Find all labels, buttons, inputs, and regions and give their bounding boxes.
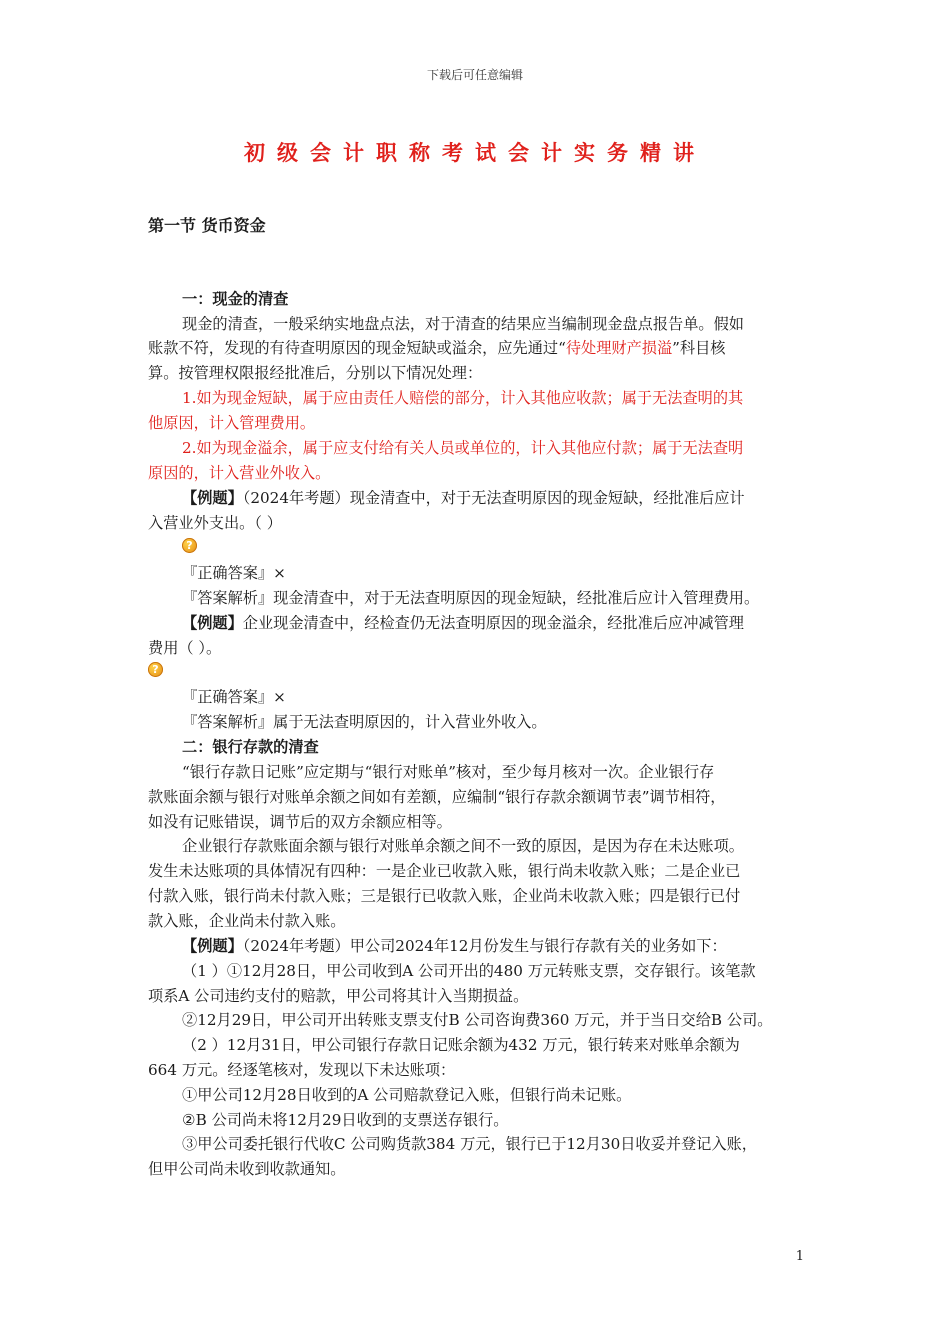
text-run: （2024年考题）现金清查中，对于无法查明原因的现金短缺，经批准后应计 [242,489,745,507]
header-note: 下载后可任意编辑 [426,68,523,82]
question-icon[interactable]: ? [148,662,163,677]
section-title: 第一节 货币资金 [148,216,266,235]
paragraph-line [148,338,725,358]
example-detail-line: （2 ）12月31日，甲公司银行存款日记账余额为432 万元，银行转来对账单余额为 [182,1036,740,1054]
paragraph-line: 算。按管理权限报经批准后，分别以下情况处理： [148,364,483,382]
text-run: 企业现金清查中，经检查仍无法查明原因的现金溢余，经批准后应冲减管理 [242,614,744,632]
example-detail-line: ①甲公司12月28日收到的A 公司赔款登记入账，但银行尚未记账。 [182,1086,632,1104]
rule-surplus-line: 原因的，计入营业外收入。 [148,464,331,482]
paragraph-line: 企业银行存款账面余额与银行对账单余额之间不一致的原因，是因为存在未达账项。 [182,837,744,855]
text-run: 账款不符，发现的有待查明原因的现金短缺或溢余，应先通过“ [148,339,566,357]
example-tag: 【例题】 [182,489,243,507]
correct-answer: 『正确答案』× [182,688,286,706]
paragraph-line: 款账面余额与银行对账单余额之间如有差额，应编制“银行存款余额调节表”调节相符， [148,788,726,806]
page-number: 1 [795,1249,804,1264]
example-detail-line: 但甲公司尚未收到收款通知。 [148,1160,346,1178]
example-detail-line: （1 ）①12月28日，甲公司收到A 公司开出的480 万元转账支票，交存银行。该笔款 [182,962,756,980]
example-question-line: 入营业外支出。（ ） [148,514,282,532]
answer-analysis: 『答案解析』现金清查中，对于无法查明原因的现金短缺，经批准后应计入管理费用。 [182,589,760,607]
paragraph-line: 付款入账，银行尚未付款入账；三是银行已收款入账，企业尚未收款入账；四是银行已付 [148,887,741,905]
example-question-line [182,488,745,508]
subsection-heading-cash: 一：现金的清查 [182,290,289,308]
paragraph-line: 发生未达账项的具体情况有四种：一是企业已收款入账，银行尚未收款入账；二是企业已 [148,862,741,880]
paragraph-line: 现金的清查，一般采纳实地盘点法，对于清查的结果应当编制现金盘点报告单。假如 [182,315,744,333]
subsection-heading-bank: 二：银行存款的清查 [182,738,319,756]
example-detail-line: ③甲公司委托银行代收C 公司购货款384 万元，银行已于12月30日收妥并登记入账， [182,1135,757,1153]
example-detail-line: ②12月29日，甲公司开出转账支票支付B 公司咨询费360 万元，并于当日交给B 公司。 [182,1011,773,1029]
text-run: （2024年考题）甲公司2024年12月份发生与银行存款有关的业务如下： [242,937,727,955]
answer-analysis: 『答案解析』属于无法查明原因的，计入营业外收入。 [182,713,547,731]
text-run: ”科目核 [672,339,726,357]
example-detail-line: 项系A 公司违约支付的赔款，甲公司将其计入当期损益。 [148,987,529,1005]
document-title: 初级会计职称考试会计实务精讲 [244,140,706,165]
rule-shortage-line: 他原因，计入管理费用。 [148,414,316,432]
rule-shortage-line: 1.如为现金短缺，属于应由责任人赔偿的部分，计入其他应收款；属于无法查明的其 [182,389,744,407]
correct-answer: 『正确答案』× [182,564,286,582]
paragraph-line: “银行存款日记账”应定期与“银行对账单”核对，至少每月核对一次。企业银行存 [182,763,715,781]
question-icon[interactable]: ? [182,538,197,553]
paragraph-line: 款入账，企业尚未付款入账。 [148,912,346,930]
example-question-line [182,936,727,956]
example-question-line [182,613,744,633]
paragraph-line: 如没有记账错误，调节后的双方余额应相等。 [148,813,452,831]
example-tag: 【例题】 [182,937,243,955]
highlight-account-name: 待处理财产损溢 [565,339,673,357]
example-question-line: 费用（ ）。 [148,639,222,657]
example-detail-line: ②B 公司尚未将12月29日收到的支票送存银行。 [182,1111,509,1129]
example-detail-line: 664 万元。经逐笔核对，发现以下未达账项： [148,1061,456,1079]
example-tag: 【例题】 [182,614,243,632]
rule-surplus-line: 2.如为现金溢余，属于应支付给有关人员或单位的，计入其他应付款；属于无法查明 [182,439,744,457]
